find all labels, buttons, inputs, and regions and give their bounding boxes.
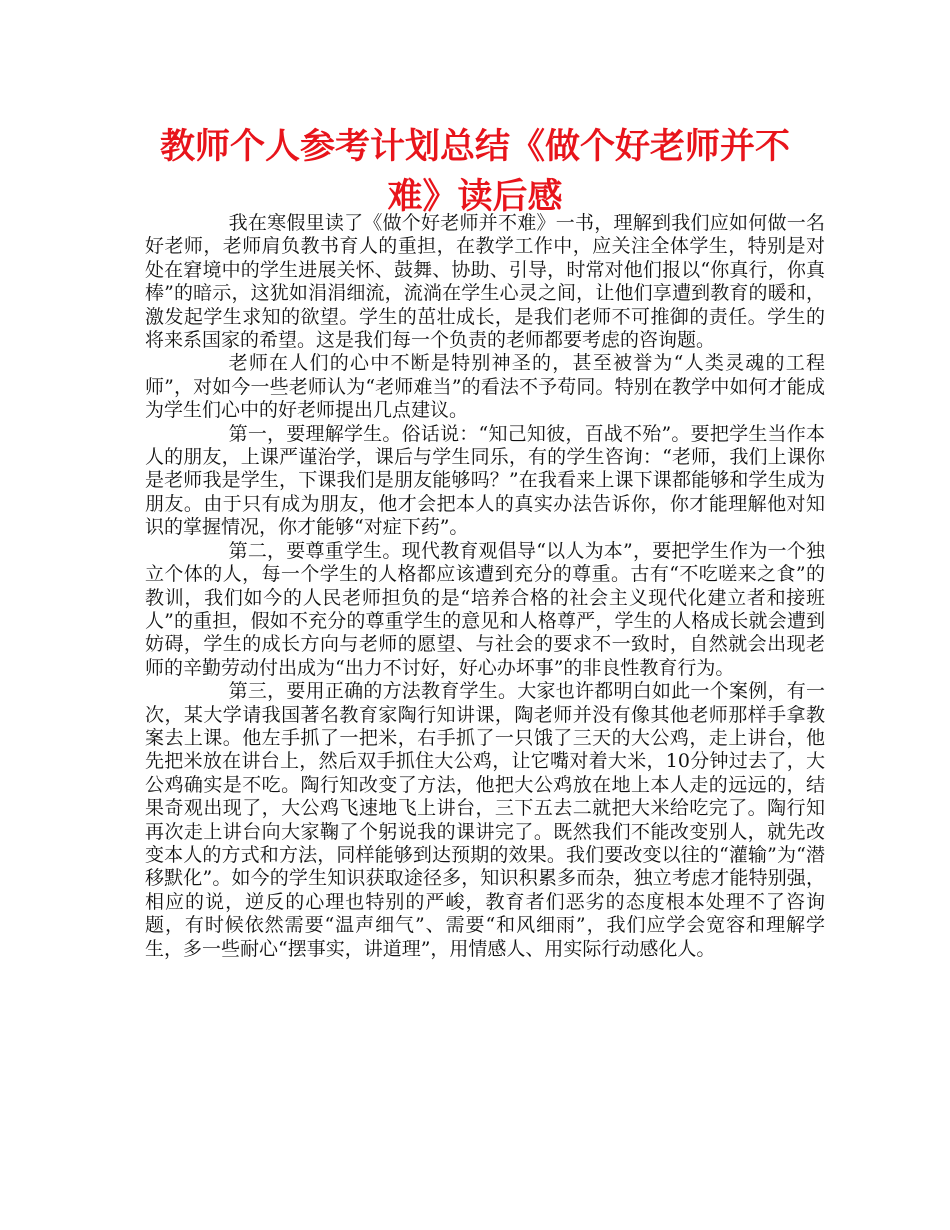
paragraph-teacher-view: 老师在人们的心中不断是特别神圣的，甚至被誉为“人类灵魂的工程师”，对如今一些老师认为“老师难当”的看法不予苟同。特别在教学中如何才能成为学生们心中的好老师提出几点建议。 xyxy=(145,352,825,422)
document-title: 教师个人参考计划总结《做个好老师并不难》读后感 xyxy=(159,127,790,217)
document-body xyxy=(145,212,825,961)
paragraph-first-understand: 第一，要理解学生。俗话说：“知己知彼，百战不殆”。要把学生当作本人的朋友，上课严谨治学，课后与学生同乐，有的学生咨询：“老师，我们上课你是老师我是学生，下课我们是朋友能够吗？”在我看来上课下课都能够和学生成为朋友。由于只有成为朋友，他才会把本人的真实办法告诉你，你才能理解他对知识的掌握情况，你才能够“对症下药”。 xyxy=(145,422,825,539)
paragraph-intro: 我在寒假里读了《做个好老师并不难》一书，理解到我们应如何做一名好老师，老师肩负教书育人的重担，在教学工作中，应关注全体学生，特别是对处在窘境中的学生进展关怀、鼓舞、协助、引导，时常对他们报以“你真行，你真棒”的暗示，这犹如涓涓细流，流淌在学生心灵之间，让他们享遭到教育的暖和，激发起学生求知的欲望。学生的茁壮成长，是我们老师不可推御的责任。学生的将来系国家的希望。这是我们每一个负责的老师都要考虑的咨询题。 xyxy=(145,212,825,352)
paragraph-second-respect: 第二，要尊重学生。现代教育观倡导“以人为本”，要把学生作为一个独立个体的人，每一个学生的人格都应该遭到充分的尊重。古有“不吃嗟来之食”的教训，我们如今的人民老师担负的是“培养合格的社会主义现代化建立者和接班人”的重担，假如不充分的尊重学生的意见和人格尊严，学生的人格成长就会遭到妨碍，学生的成长方向与老师的愿望、与社会的要求不一致时，自然就会出现老师的辛勤劳动付出成为“出力不讨好，好心办坏事”的非良性教育行为。 xyxy=(145,539,825,679)
paragraph-third-method: 第三，要用正确的方法教育学生。大家也许都明白如此一个案例，有一次，某大学请我国著名教育家陶行知讲课，陶老师并没有像其他老师那样手拿教案去上课。他左手抓了一把米，右手抓了一只饿了三天的大公鸡，走上讲台，他先把米放在讲台上，然后双手抓住大公鸡，让它嘴对着大米，10分钟过去了，大公鸡确实是不吃。陶行知改变了方法，他把大公鸡放在地上本人走的远远的，结果奇观出现了，大公鸡飞速地飞上讲台，三下五去二就把大米给吃完了。陶行知再次走上讲台向大家鞠了个躬说我的课讲完了。既然我们不能改变别人，就先改变本人的方式和方法，同样能够到达预期的效果。我们要改变以往的“灌输”为“潜移默化”。如今的学生知识获取途径多，知识积累多而杂，独立考虑才能特别强，相应的说，逆反的心理也特别的严峻，教育者们恶劣的态度根本处理不了咨询题，有时候依然需要“温声细气”、需要“和风细雨”，我们应学会宽容和理解学生，多一些耐心“摆事实，讲道理”，用情感人、用实际行动感化人。 xyxy=(145,680,825,960)
